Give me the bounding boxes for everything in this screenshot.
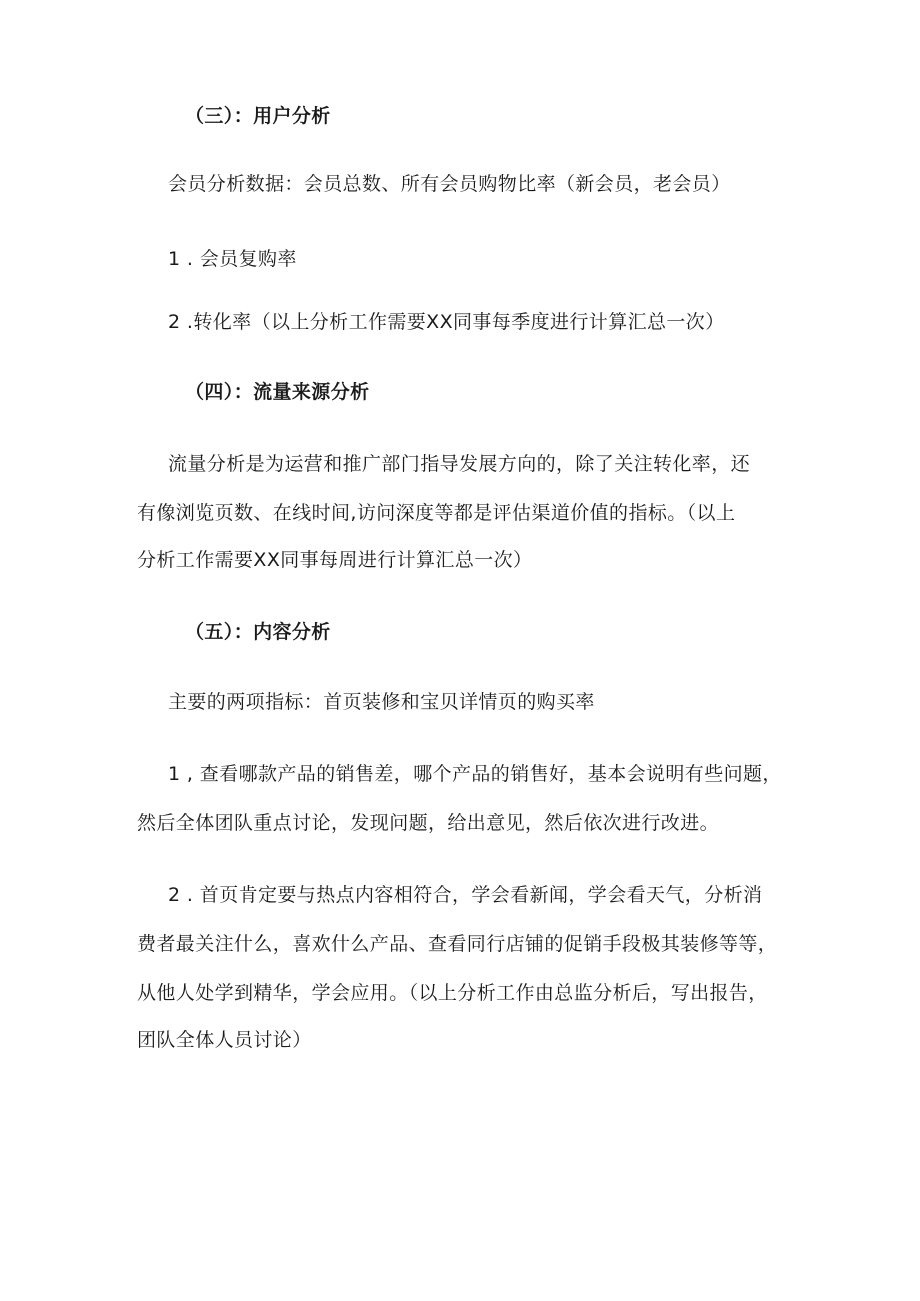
- section-heading-traffic-source-analysis: （四）：流量来源分析: [185, 381, 370, 403]
- content-item-1-line: 然后全体团队重点讨论，发现问题，给出意见，然后依次进行改进。: [137, 812, 720, 834]
- traffic-paragraph-line: 分析工作需要XX同事每周进行计算汇总一次）: [137, 549, 533, 571]
- list-item-conversion-rate: 2 .转化率（以上分析工作需要XX同事每季度进行计算汇总一次）: [168, 311, 725, 333]
- list-item-repurchase-rate: 1 . 会员复购率: [168, 248, 297, 270]
- content-item-1-line: 1 , 查看哪款产品的销售差，哪个产品的销售好，基本会说明有些问题，: [168, 763, 782, 785]
- content-item-2-line: 从他人处学到精华，学会应用。（以上分析工作由总监分析后，写出报告，: [137, 982, 768, 1004]
- content-item-2-line: 费者最关注什么，喜欢什么产品、查看同行店铺的促销手段极其装修等等，: [137, 933, 778, 955]
- content-analysis-intro: 主要的两项指标：首页装修和宝贝详情页的购买率: [168, 691, 595, 713]
- traffic-paragraph-line: 有像浏览页数、在线时间,访问深度等都是评估渠道价值的指标。（以上: [137, 502, 736, 524]
- content-item-2-line: 团队全体人员讨论）: [137, 1029, 312, 1051]
- content-item-2-line: 2 . 首页肯定要与热点内容相符合，学会看新闻，学会看天气，分析消: [168, 884, 763, 906]
- traffic-paragraph-line: 流量分析是为运营和推广部门指导发展方向的，除了关注转化率，还: [168, 453, 751, 475]
- section-heading-user-analysis: （三）：用户分析: [185, 105, 331, 127]
- member-analysis-intro: 会员分析数据：会员总数、所有会员购物比率（新会员，老会员）: [168, 173, 731, 195]
- section-heading-content-analysis: （五）：内容分析: [185, 621, 331, 643]
